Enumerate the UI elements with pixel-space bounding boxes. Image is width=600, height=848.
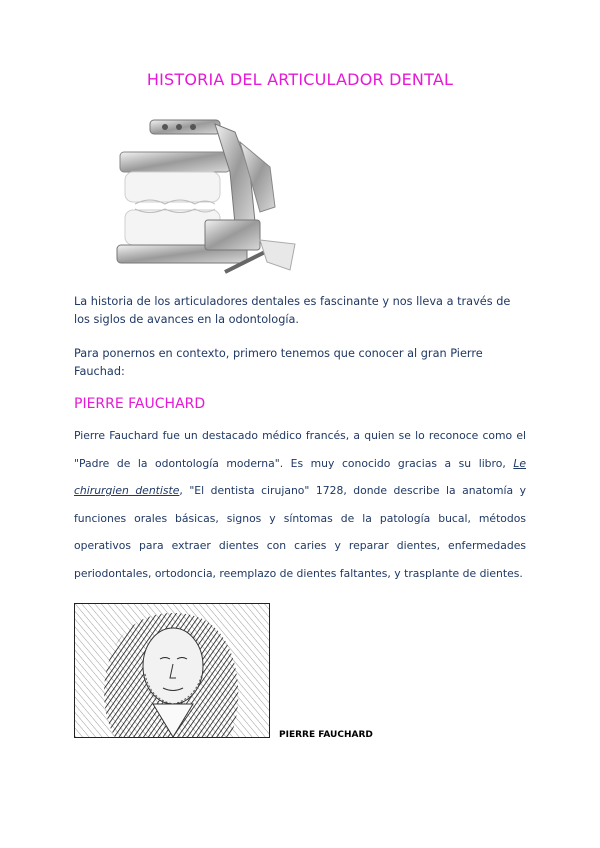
page-title: HISTORIA DEL ARTICULADOR DENTAL [146, 70, 454, 89]
biography-paragraph [74, 422, 526, 587]
portrait-caption: PIERRE FAUCHARD [279, 730, 373, 740]
intro-paragraph-1: La historia de los articuladores dentales es fascinante y nos lleva a través de los siglos de avances en la odontología. [74, 295, 511, 326]
book-title-link[interactable]: Le chirurgien dentiste [74, 456, 526, 497]
bio-text-part-1: Pierre Fauchard fue un destacado médico francés, a quien se lo reconoce como el "Padre de la odontología moderna". Es muy conocido gracias a su libro, [74, 429, 526, 470]
dental-articulator-image [105, 112, 310, 282]
pierre-fauchard-portrait [74, 603, 270, 738]
section-heading: PIERRE FAUCHARD [74, 396, 206, 412]
bio-text-part-2: , "El dentista cirujano" 1728, donde describe la anatomía y funciones orales básicas, signos y síntomas de la patología bucal, métodos operativos para extraer dientes con caries y reparar dientes, enfermedades periodontales, ortodoncia, reemplazo de dientes faltantes, y trasplante de dientes. [74, 484, 526, 580]
intro-paragraph-2: Para ponernos en contexto, primero tenemos que conocer al gran Pierre Fauchad: [74, 347, 483, 378]
